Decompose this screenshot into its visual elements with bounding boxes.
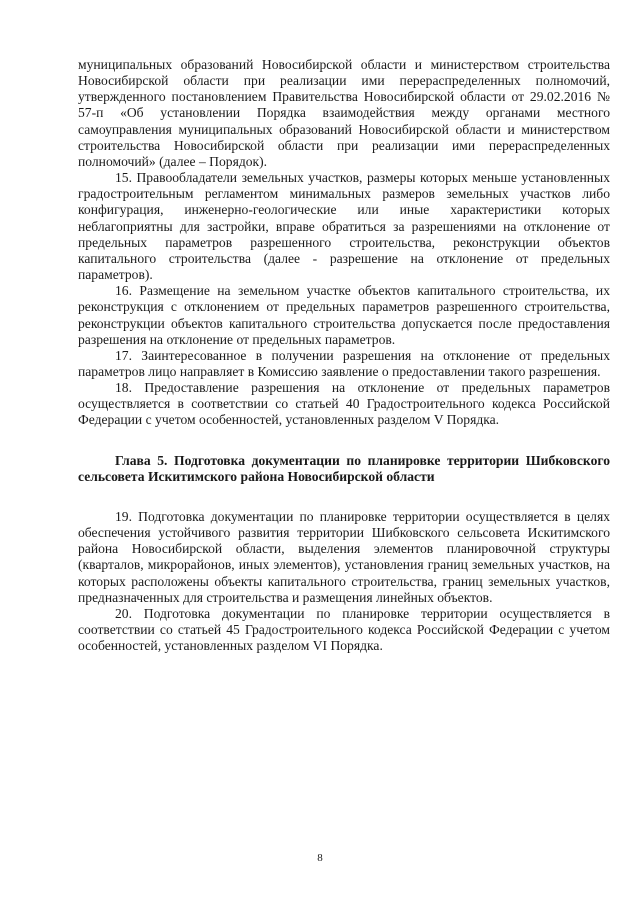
- page-number: 8: [317, 852, 323, 864]
- paragraph-19: 19. Подготовка документации по планировке территории осуществляется в целях обеспечения устойчивого развития территории Шибковского сельсовета Искитимского района Новосибирской области, выделения элементов планировочной структуры (кварталов, микрорайонов, иных элементов), установления границ земельных участков, на которых расположены объекты капитального строительства, границ земельных участков, предназначенных для строительства и размещения линейных объектов.: [78, 508, 610, 605]
- chapter-heading: Глава 5. Подготовка документации по планировке территории Шибковского сельсовета Искитимского района Новосибирской области: [78, 452, 610, 484]
- paragraph-20: 20. Подготовка документации по планировке территории осуществляется в соответствии со статьей 45 Градостроительного кодекса Российской Федерации с учетом особенностей, установленных разделом VI Порядка.: [78, 605, 610, 654]
- paragraph-15: 15. Правообладатели земельных участков, размеры которых меньше установленных градостроительным регламентом минимальных размеров земельных участков либо конфигурация, инженерно-геологические или иные характеристики которых неблагоприятны для застройки, вправе обратиться за разрешениями на отклонение от предельных параметров разрешенного строительства, реконструкции объектов капитального строительства (далее - разрешение на отклонение от предельных параметров).: [78, 170, 610, 283]
- heading-spacer: [78, 485, 610, 509]
- document-page: [78, 57, 610, 654]
- paragraph-16: 16. Размещение на земельном участке объектов капитального строительства, их реконструкция с отклонением от предельных параметров разрешенного строительства, реконструкции объектов капитального строительства допускается после предоставления разрешения на отклонение от предельных параметров.: [78, 283, 610, 347]
- paragraph-18: 18. Предоставление разрешения на отклонение от предельных параметров осуществляется в соответствии со статьей 40 Градостроительного кодекса Российской Федерации с учетом особенностей, установленных разделом V Порядка.: [78, 380, 610, 428]
- paragraph-continuation: муниципальных образований Новосибирской области и министерством строительства Новосибирской области при реализации ими перераспределенных полномочий, утвержденного постановлением Правительства Новосибирской области от 29.02.2016 № 57-п «Об установлении Порядка взаимодействия между органами местного самоуправления муниципальных образований Новосибирской области и министерством строительства Новосибирской области при реализации ими перераспределенных полномочий» (далее – Порядок).: [78, 57, 610, 169]
- paragraph-17: 17. Заинтересованное в получении разрешения на отклонение от предельных параметров лицо направляет в Комиссию заявление о предоставлении такого разрешения.: [78, 347, 610, 379]
